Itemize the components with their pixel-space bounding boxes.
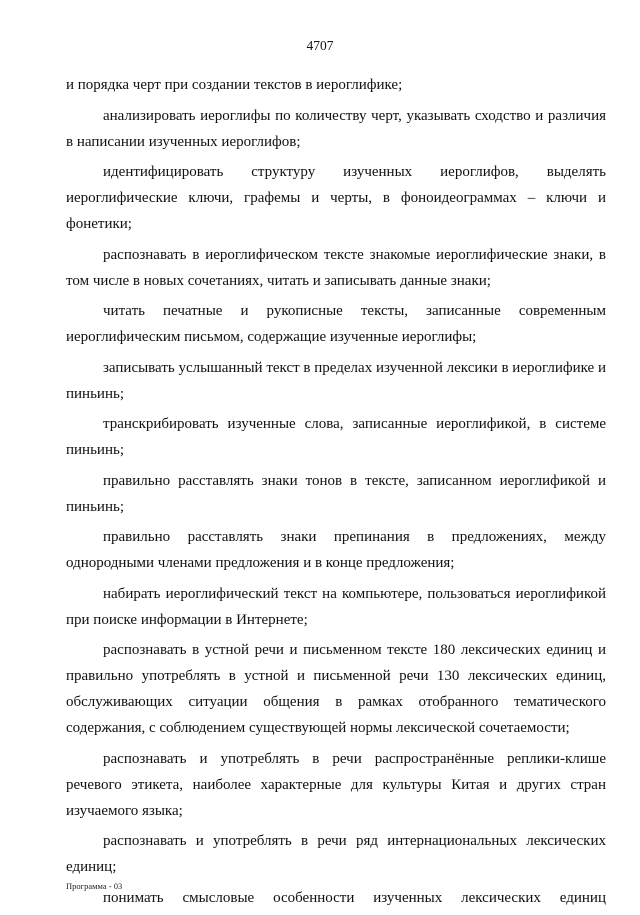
paragraph: набирать иероглифический текст на компьютере, пользоваться иероглификой при поиске информации в Интернете; [66,585,606,628]
paragraph: распознавать и употреблять в речи распространённые реплики-клише речевого этикета, наиболее характерные для культуры Китая и других стран изучаемого языка; [66,750,606,819]
paragraph: транскрибировать изученные слова, записанные иероглификой, в системе пиньинь; [66,416,606,458]
paragraph: распознавать в устной речи и письменном тексте 180 лексических единиц и правильно употреблять в устной и письменной речи 130 лексических единиц, обслуживающих ситуации общения в рамках отобранного тематического содержания, с соблюдением существующей нормы лексической сочетаемости; [66,642,606,736]
paragraph: распознавать и употреблять в речи ряд интернациональных лексических единиц; [66,833,606,875]
paragraph: и порядка черт при создании текстов в иероглифике; [66,77,403,93]
paragraph: распознавать в иероглифическом тексте знакомые иероглифические знаки, в том числе в новых сочетаниях, читать и записывать данные знаки; [66,246,606,289]
paragraph: идентифицировать структуру изученных иероглифов, выделять иероглифические ключи, графемы и черты, в фоноидеограммах – ключи и фонетики; [66,164,606,232]
paragraph: анализировать иероглифы по количеству черт, указывать сходство и различия в написании изученных иероглифов; [66,107,606,150]
paragraph: записывать услышанный текст в пределах изученной лексики в иероглифике и пиньинь; [66,359,606,402]
document-body [66,72,606,915]
paragraph: правильно расставлять знаки препинания в предложениях, между однородными членами предложения и в конце предложения; [66,529,606,571]
footer-program-label: Программа - 03 [66,881,123,891]
paragraph: читать печатные и рукописные тексты, записанные современным иероглифическим письмом, содержащие изученные иероглифы; [66,303,606,345]
paragraph: понимать смысловые особенности изученных лексических единиц [103,889,606,906]
paragraph: правильно расставлять знаки тонов в тексте, записанном иероглификой и пиньинь; [66,472,606,515]
page-number: 4707 [306,38,334,53]
